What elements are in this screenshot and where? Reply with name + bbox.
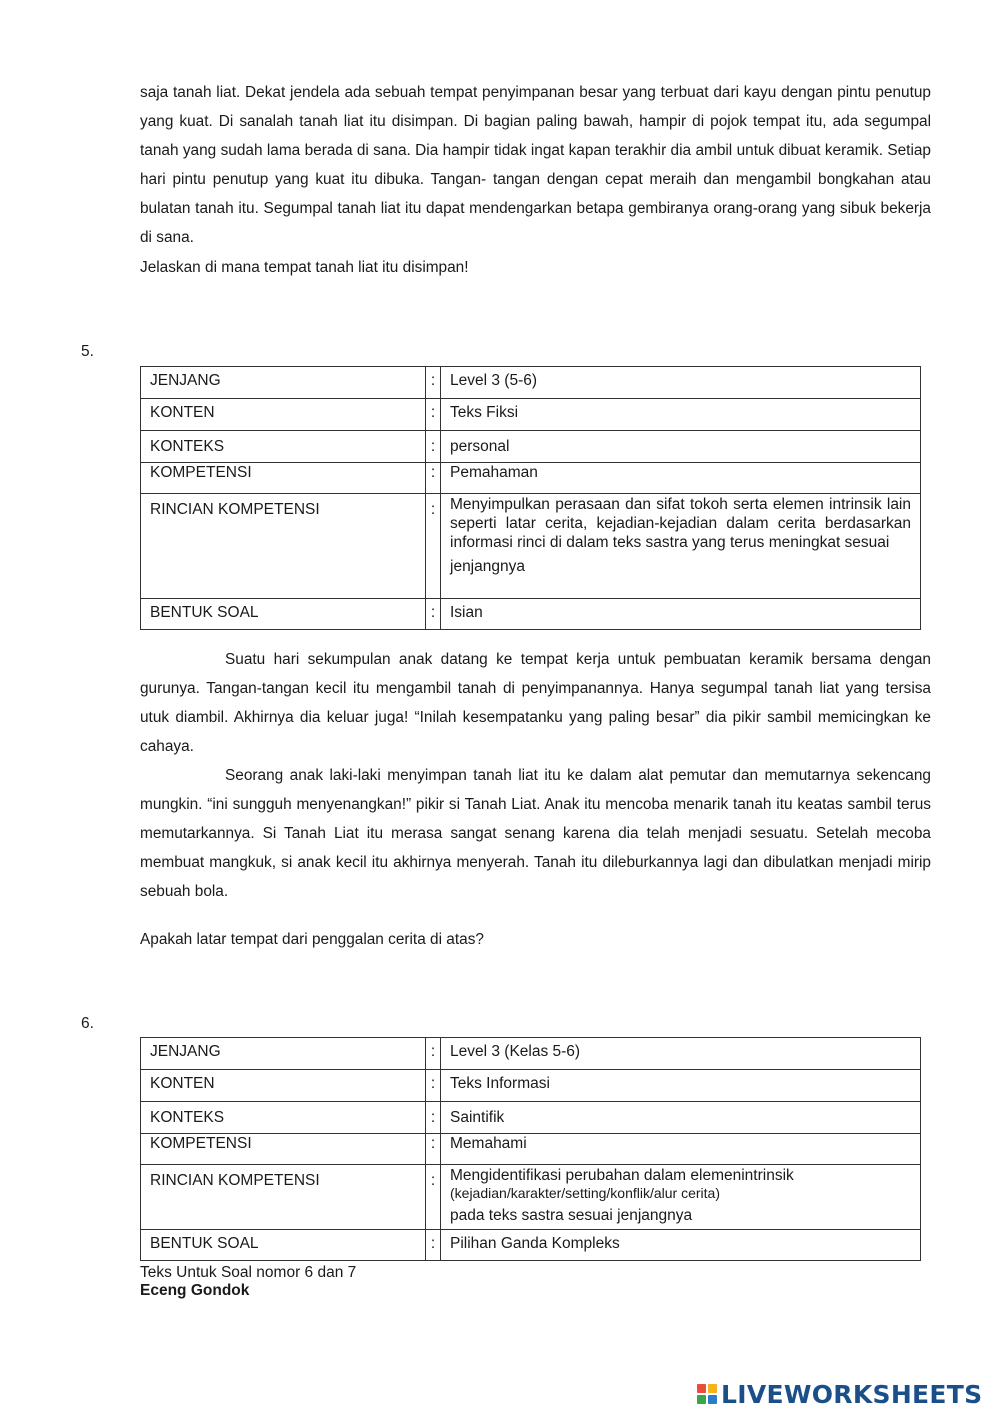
question-number-6: 6. [81,1015,94,1032]
spec-value: Pilihan Ganda Kompleks [441,1230,921,1261]
spec-key: KONTEKS [141,1102,426,1134]
spec-key: BENTUK SOAL [141,599,426,630]
story-paragraph-2: Seorang anak laki-laki menyimpan tanah liat itu ke dalam alat pemutar dan memutarnya sekencang mungkin. “ini sungguh menyenangkan!” pikir si Tanah Liat. Anak itu mencoba menarik tanah itu keatas sambil terus memutarkannya. Si Tanah Liat itu merasa sangat senang karena dia telah menjadi sesuatu. Setelah mecoba membuat mangkuk, si anak kecil itu akhirnya menyerah. Tanah itu dileburkannya lagi dan dibulatkan menjadi mirip sebuah bola. [140,767,931,900]
question-number-5: 5. [81,343,94,360]
liveworksheets-logo-icon [697,1384,717,1404]
spec-key: KONTEKS [141,431,426,463]
logo-square-yellow [708,1384,717,1393]
logo-square-red [697,1384,706,1393]
logo-text: LIVEWORKSHEETS [721,1379,983,1409]
text-caption: Teks Untuk Soal nomor 6 dan 7 [140,1264,357,1281]
spec-value: Isian [441,599,921,630]
spec-value-cell [441,1165,921,1230]
spec-row-bentuk-soal [141,1230,921,1261]
spec-colon: : [426,494,441,599]
spec-colon: : [426,367,441,399]
spec-table-q5 [140,366,921,630]
spec-colon: : [426,1038,441,1070]
spec-key: BENTUK SOAL [141,1230,426,1261]
spec-value: Pemahaman [441,463,921,494]
spec-colon: : [426,599,441,630]
spec-colon: : [426,1102,441,1134]
spec-row-konteks [141,431,921,463]
spec-value: Saintifik [441,1102,921,1134]
spec-key: JENJANG [141,1038,426,1070]
spec-colon: : [426,431,441,463]
spec-key: KOMPETENSI [141,463,426,494]
spec-key: KOMPETENSI [141,1134,426,1165]
spec-row-jenjang [141,367,921,399]
spec-row-konten [141,1070,921,1102]
spec-value: Menyimpulkan perasaan dan sifat tokoh serta elemen intrinsik lain seperti latar cerita, kejadian-kejadian dalam cerita berdasarkan informasi rinci di dalam teks sastra yang terus meningkat sesuai [450,496,911,551]
spec-value: Memahami [441,1134,921,1165]
spec-key: RINCIAN KOMPETENSI [141,494,426,599]
spec-colon: : [426,399,441,431]
q5-question: Apakah latar tempat dari penggalan cerita di atas? [140,931,484,948]
spec-value: Teks Informasi [441,1070,921,1102]
spec-value-cell [441,494,921,599]
spec-value-continued: jenjangnya [450,558,525,575]
spec-colon: : [426,1070,441,1102]
story-paragraph-1: Suatu hari sekumpulan anak datang ke tempat kerja untuk pembuatan keramik bersama dengan gurunya. Tangan-tangan kecil itu mengambil tanah di penyimpanannya. Hanya segumpal tanah liat yang tersisa utuk diambil. Akhirnya dia keluar juga! “Inilah kesempatanku yang paling besar” dia pikir sambil memicingkan ke cahaya. [140,651,931,755]
spec-row-kompetensi [141,463,921,494]
spec-row-konten [141,399,921,431]
spec-value-continued: pada teks sastra sesuai jenjangnya [450,1207,693,1224]
spec-row-kompetensi [141,1134,921,1165]
logo-square-blue [708,1395,717,1404]
spec-value: Teks Fiksi [441,399,921,431]
spec-colon: : [426,1230,441,1261]
spec-key: KONTEN [141,399,426,431]
text-title: Eceng Gondok [140,1282,250,1299]
spec-key: KONTEN [141,1070,426,1102]
spec-row-jenjang [141,1038,921,1070]
spec-value: Level 3 (5-6) [441,367,921,399]
spec-value: personal [441,431,921,463]
liveworksheets-logo[interactable] [697,1379,982,1409]
spec-colon: : [426,463,441,494]
spec-value: Mengidentifikasi perubahan dalam elemenintrinsik [450,1167,794,1184]
spec-value-detail: (kejadian/karakter/setting/konflik/alur cerita) [450,1185,721,1201]
spec-row-rincian-kompetensi [141,1165,921,1230]
spec-key: JENJANG [141,367,426,399]
logo-square-green [697,1395,706,1404]
spec-row-konteks [141,1102,921,1134]
spec-key: RINCIAN KOMPETENSI [141,1165,426,1230]
intro-paragraph: saja tanah liat. Dekat jendela ada sebuah tempat penyimpanan besar yang terbuat dari kayu dengan pintu penutup yang kuat. Di sanalah tanah liat itu disimpan. Di bagian paling bawah, hampir di pojok tempat itu, ada segumpal tanah yang sudah lama berada di sana. Dia hampir tidak ingat kapan terakhir dia ambil untuk dibuat keramik. Setiap hari pintu penutup yang kuat itu dibuka. Tangan- tangan dengan cepat meraih dan mengambil bongkahan atau bulatan tanah itu. Segumpal tanah liat itu dapat mendengarkan betapa gembiranya orang-orang yang sibuk bekerja di sana. [140,84,931,246]
spec-table-q6 [140,1037,921,1261]
spec-value: Level 3 (Kelas 5-6) [441,1038,921,1070]
spec-colon: : [426,1134,441,1165]
spec-colon: : [426,1165,441,1230]
spec-row-bentuk-soal [141,599,921,630]
intro-question: Jelaskan di mana tempat tanah liat itu disimpan! [140,259,469,276]
spec-row-rincian-kompetensi [141,494,921,599]
